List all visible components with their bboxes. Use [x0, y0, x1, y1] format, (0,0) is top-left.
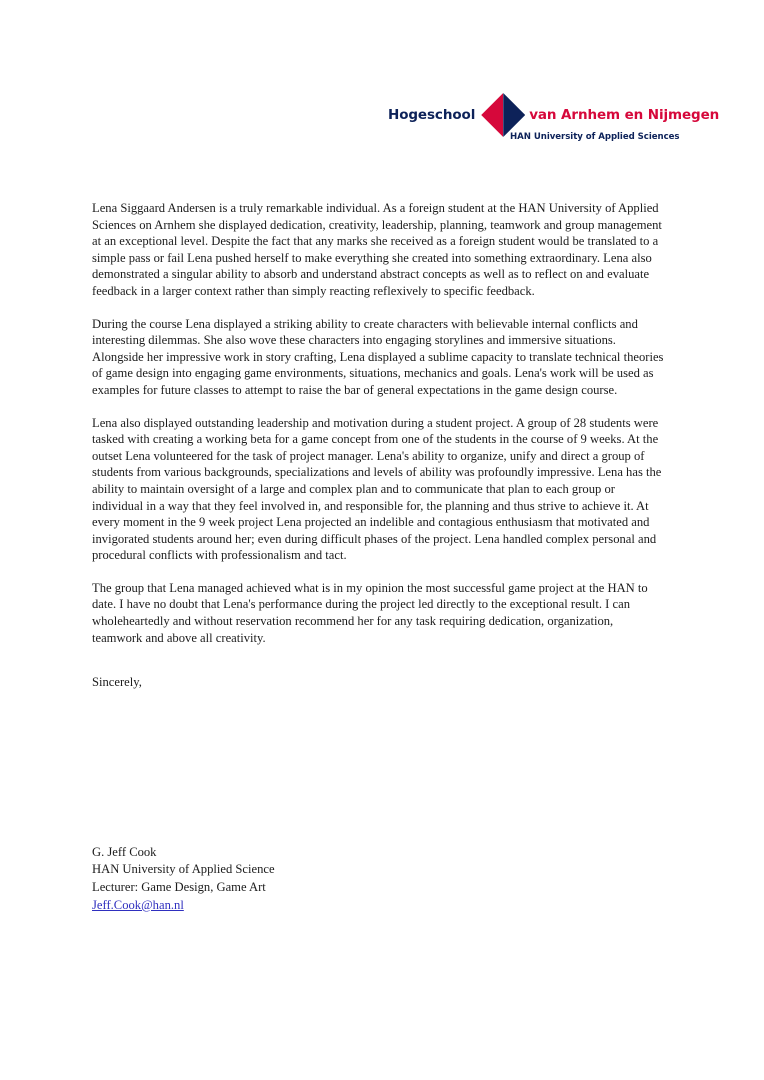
letter-paragraph: The group that Lena managed achieved what is in my opinion the most successful game project at the HAN to date. I have no doubt that Lena's performance during the project led directly to the exceptional result. I can wholeheartedly and without reservation recommend her for any task requiring dedication, organization, teamwork and above all creativity. — [92, 580, 648, 645]
signer-role: Lecturer: Game Design, Game Art — [92, 879, 266, 894]
letter-paragraph: Lena Siggaard Andersen is a truly remarkable individual. As a foreign student at the HAN University of Applied Sciences on Arnhem she displayed dedication, creativity, leadership, planning, teamwork and group management at an exceptional level. Despite the fact that any marks she received as a foreign student would be translated to a simple pass or fail Lena pushed herself to make everything she created into something extraordinary. Lena also demonstrated a singular ability to absorb and understand abstract concepts as well as to reflect on and evaluate feedback in a larger context rather than simply reacting reflexively to specific feedback. — [92, 201, 662, 298]
signer-organization: HAN University of Applied Science — [92, 862, 275, 877]
logo-word-hogeschool: Hogeschool — [388, 107, 476, 123]
signer-name: G. Jeff Cook — [92, 845, 157, 859]
han-logo — [388, 100, 720, 130]
signer-email-link[interactable]: Jeff.Cook@han.nl — [92, 897, 184, 912]
letter-body — [92, 200, 664, 691]
letterhead — [388, 100, 720, 152]
diamond-right-half — [503, 93, 525, 137]
diamond-left-half — [481, 93, 503, 137]
logo-word-van-arnhem-en-nijmegen: van Arnhem en Nijmegen — [529, 107, 720, 123]
letter-closing — [92, 674, 664, 691]
logo-tagline: HAN University of Applied Sciences — [510, 132, 680, 142]
diamond-logo-icon — [481, 93, 525, 137]
closing-salutation: Sincerely, — [92, 675, 142, 690]
signature-block — [92, 844, 512, 914]
letter-paragraph: During the course Lena displayed a striking ability to create characters with believable internal conflicts and interesting dilemmas. She also wove these characters into engaging storylines and immersive situations. Alongside her impressive work in story crafting, Lena displayed a sublime capacity to translate technical theories of game design into engaging game environments, situations, mechanics and goals. Lena's work will be used as examples for future classes to attempt to raise the bar of general expectations in the game design course. — [92, 316, 664, 397]
letter-paragraph: Lena also displayed outstanding leadership and motivation during a student project. A group of 28 students were tasked with creating a working beta for a game concept from one of the students in the course of 9 weeks. At the outset Lena volunteered for the task of project manager. Lena's ability to organize, unify and direct a group of students from various backgrounds, specializations and levels of ability was profoundly impressive. Lena has the ability to maintain oversight of a large and complex plan and to communicate that plan to each group or individual in a way that they feel involved in, and responsible for, the planning and thus strive to achieve it. At every moment in the 9 week project Lena projected an indelible and contagious enthusiasm that motivated and invigorated students around her; even during difficult phases of the project. Lena handled complex personal and procedural conflicts with professionalism and tact. — [92, 415, 662, 563]
